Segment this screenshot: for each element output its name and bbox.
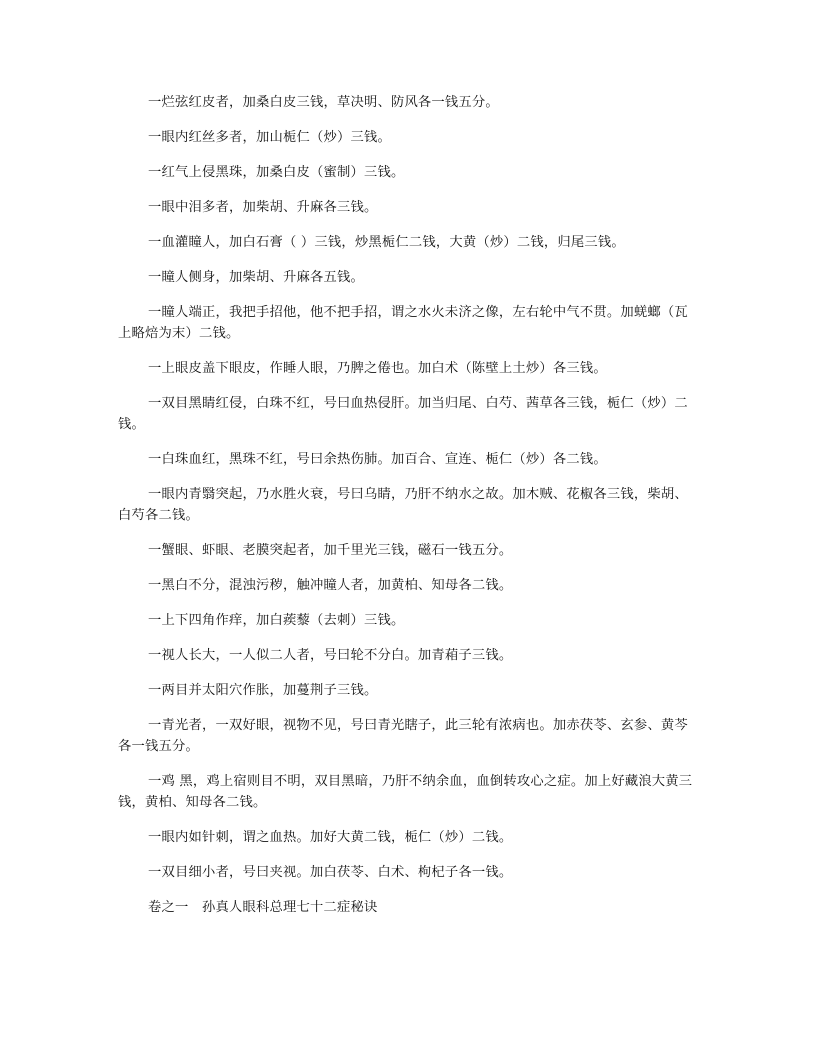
- paragraph-8: 一上眼皮盖下眼皮，作睡人眼，乃脾之倦也。加白术（陈壁上土炒）各三钱。: [148, 361, 607, 376]
- paragraph-13: 一黑白不分，混浊污秽，触冲瞳人者，加黄柏、知母各二钱。: [148, 578, 513, 593]
- paragraph-19: 一眼内如针刺，谓之血热。加好大黄二钱，栀仁（炒）二钱。: [148, 830, 513, 845]
- paragraph-15: 一视人长大，一人似二人者，号曰轮不分白。加青葙子三钱。: [148, 648, 513, 663]
- paragraph-14: 一上下四角作痒，加白蒺藜（去刺）三钱。: [148, 613, 405, 628]
- paragraph-11: 一眼内青翳突起，乃水胜火衰，号曰乌睛，乃肝不纳水之故。加木贼、花椒各三钱，柴胡、白芍各二钱。: [118, 487, 688, 523]
- paragraph-6: 一瞳人侧身，加柴胡、升麻各五钱。: [148, 270, 364, 285]
- paragraph-10: 一白珠血红，黑珠不红，号曰余热伤肺。加百合、宣连、栀仁（炒）各二钱。: [148, 452, 607, 467]
- paragraph-17: 一青光者，一双好眼，视物不见，号曰青光瞎子，此三轮有浓病也。加赤茯苓、玄参、黄芩各一钱五分。: [118, 718, 688, 754]
- paragraph-16: 一两目并太阳穴作胀，加蔓荆子三钱。: [148, 683, 378, 698]
- paragraph-2: 一眼内红丝多者，加山栀仁（炒）三钱。: [148, 130, 391, 145]
- paragraph-12: 一蟹眼、虾眼、老膜突起者，加千里光三钱，磁石一钱五分。: [148, 543, 513, 558]
- paragraph-3: 一红气上侵黑珠，加桑白皮（蜜制）三钱。: [148, 165, 405, 180]
- paragraph-9: 一双目黑睛红侵，白珠不红，号曰血热侵肝。加当归尾、白芍、茜草各三钱，栀仁（炒）二钱。: [118, 396, 688, 432]
- paragraph-4: 一眼中泪多者，加柴胡、升麻各三钱。: [148, 200, 378, 215]
- paragraph-5: 一血灌瞳人，加白石膏（ ）三钱，炒黑栀仁二钱，大黄（炒）二钱，归尾三钱。: [148, 235, 625, 250]
- document-body: [118, 92, 698, 932]
- paragraph-18: 一鸡 黑，鸡上宿则目不明，双目黑暗，乃肝不纳余血，血倒转攻心之症。加上好藏浪大黄三钱，黄柏、知母各二钱。: [118, 774, 693, 810]
- paragraph-20: 一双目细小者，号曰夹视。加白茯苓、白术、枸杞子各一钱。: [148, 865, 513, 880]
- chapter-heading: 卷之一 孙真人眼科总理七十二症秘诀: [148, 900, 378, 915]
- paragraph-7: 一瞳人端正，我把手招他，他不把手招，谓之水火未济之像，左右轮中气不贯。加蜣螂（瓦上略焙为末）二钱。: [118, 305, 688, 341]
- paragraph-1: 一烂弦红皮者，加桑白皮三钱，草决明、防风各一钱五分。: [148, 95, 499, 110]
